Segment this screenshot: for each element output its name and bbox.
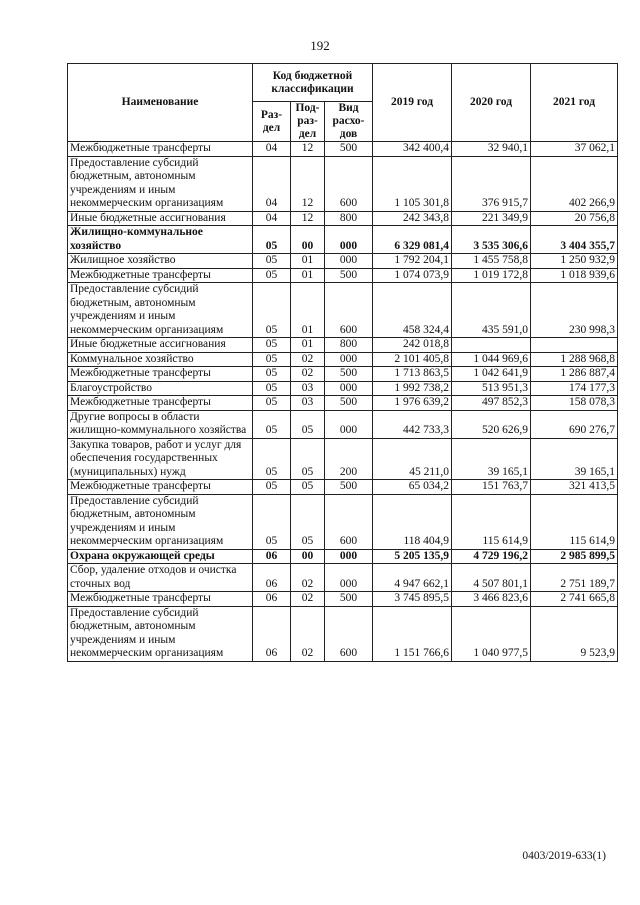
row-2020: 376 915,7: [452, 156, 531, 211]
row-name: Благоустройство: [68, 381, 253, 396]
row-name: Другие вопросы в области жилищно-коммунального хозяйства: [68, 410, 253, 438]
row-razdel: 06: [253, 592, 291, 607]
row-2021: 37 062,1: [531, 142, 618, 157]
row-2021: 39 165,1: [531, 438, 618, 480]
row-podrazdel: 05: [291, 438, 325, 480]
header-2019: 2019 год: [373, 64, 452, 142]
row-2021: 158 078,3: [531, 396, 618, 411]
row-2019: 118 404,9: [373, 494, 452, 549]
row-razdel: 04: [253, 156, 291, 211]
row-podrazdel: 02: [291, 352, 325, 367]
row-name: Межбюджетные трансферты: [68, 592, 253, 607]
table-row: [68, 480, 618, 495]
row-name: Охрана окружающей среды: [68, 549, 253, 564]
row-vid: 500: [325, 142, 373, 157]
row-2020: 39 165,1: [452, 438, 531, 480]
row-podrazdel: 02: [291, 592, 325, 607]
row-vid: 600: [325, 494, 373, 549]
row-razdel: 05: [253, 338, 291, 353]
table-row: [68, 156, 618, 211]
table-row: [68, 254, 618, 269]
row-razdel: 06: [253, 564, 291, 592]
row-2020: 1 044 969,6: [452, 352, 531, 367]
row-2019: 5 205 135,9: [373, 549, 452, 564]
header-podrazdel: Под-раз-дел: [291, 102, 325, 142]
table-row: [68, 142, 618, 157]
row-razdel: 05: [253, 381, 291, 396]
row-name: Жилищно-коммунальное хозяйство: [68, 226, 253, 254]
row-2020: 1 455 758,8: [452, 254, 531, 269]
row-podrazdel: 00: [291, 549, 325, 564]
row-podrazdel: 02: [291, 367, 325, 382]
row-podrazdel: 03: [291, 396, 325, 411]
header-code-group: Код бюджетной классификации: [253, 64, 373, 102]
row-2021: 1 250 932,9: [531, 254, 618, 269]
row-razdel: 05: [253, 396, 291, 411]
row-2020: 4 729 196,2: [452, 549, 531, 564]
row-name: Межбюджетные трансферты: [68, 367, 253, 382]
row-vid: 000: [325, 254, 373, 269]
row-podrazdel: 01: [291, 338, 325, 353]
table-row: [68, 396, 618, 411]
table-row: [68, 352, 618, 367]
table-row: [68, 410, 618, 438]
row-razdel: 05: [253, 283, 291, 338]
row-2019: 2 101 405,8: [373, 352, 452, 367]
row-podrazdel: 05: [291, 494, 325, 549]
row-2021: 321 413,5: [531, 480, 618, 495]
row-2021: 3 404 355,7: [531, 226, 618, 254]
row-2019: 3 745 895,5: [373, 592, 452, 607]
row-vid: 500: [325, 268, 373, 283]
row-2021: 20 756,8: [531, 211, 618, 226]
row-2019: 242 343,8: [373, 211, 452, 226]
table-row: [68, 606, 618, 661]
row-razdel: 04: [253, 211, 291, 226]
row-2019: 458 324,4: [373, 283, 452, 338]
row-podrazdel: 00: [291, 226, 325, 254]
row-podrazdel: 02: [291, 606, 325, 661]
row-2020: 497 852,3: [452, 396, 531, 411]
row-razdel: 05: [253, 494, 291, 549]
row-2019: 4 947 662,1: [373, 564, 452, 592]
row-2019: 242 018,8: [373, 338, 452, 353]
row-vid: 800: [325, 211, 373, 226]
row-razdel: 05: [253, 480, 291, 495]
row-2019: 1 713 863,5: [373, 367, 452, 382]
row-2021: 230 998,3: [531, 283, 618, 338]
row-razdel: 06: [253, 549, 291, 564]
header-razdel: Раз-дел: [253, 102, 291, 142]
row-name: Межбюджетные трансферты: [68, 396, 253, 411]
row-vid: 000: [325, 226, 373, 254]
row-2021: 1 288 968,8: [531, 352, 618, 367]
table-row: [68, 494, 618, 549]
row-razdel: 05: [253, 438, 291, 480]
row-podrazdel: 01: [291, 268, 325, 283]
row-2021: 402 266,9: [531, 156, 618, 211]
row-razdel: 05: [253, 410, 291, 438]
row-2019: 1 792 204,1: [373, 254, 452, 269]
row-2021: 1 286 887,4: [531, 367, 618, 382]
row-name: Иные бюджетные ассигнования: [68, 211, 253, 226]
row-vid: 000: [325, 564, 373, 592]
row-2019: 442 733,3: [373, 410, 452, 438]
row-2019: 1 105 301,8: [373, 156, 452, 211]
row-razdel: 05: [253, 254, 291, 269]
table-row: [68, 592, 618, 607]
row-podrazdel: 01: [291, 283, 325, 338]
row-razdel: 05: [253, 352, 291, 367]
table-row: [68, 549, 618, 564]
row-2019: 45 211,0: [373, 438, 452, 480]
row-name: Сбор, удаление отходов и очистка сточных вод: [68, 564, 253, 592]
row-name: Коммунальное хозяйство: [68, 352, 253, 367]
table-row: [68, 564, 618, 592]
row-vid: 600: [325, 156, 373, 211]
row-vid: 000: [325, 352, 373, 367]
row-2019: 1 151 766,6: [373, 606, 452, 661]
row-name: Предоставление субсидий бюджетным, автономным учреждениям и иным некоммерческим организациям: [68, 606, 253, 661]
row-vid: 500: [325, 367, 373, 382]
row-2021: [531, 338, 618, 353]
row-2019: 6 329 081,4: [373, 226, 452, 254]
row-2020: 32 940,1: [452, 142, 531, 157]
row-razdel: 04: [253, 142, 291, 157]
row-2020: 221 349,9: [452, 211, 531, 226]
row-2020: 151 763,7: [452, 480, 531, 495]
table-body: [68, 142, 618, 662]
budget-table: [67, 63, 618, 662]
header-2021: 2021 год: [531, 64, 618, 142]
row-2019: 342 400,4: [373, 142, 452, 157]
row-podrazdel: 05: [291, 480, 325, 495]
header-name: Наименование: [68, 64, 253, 142]
row-podrazdel: 03: [291, 381, 325, 396]
row-podrazdel: 12: [291, 142, 325, 157]
table-row: [68, 268, 618, 283]
row-2020: 115 614,9: [452, 494, 531, 549]
row-podrazdel: 12: [291, 156, 325, 211]
table-row: [68, 283, 618, 338]
row-name: Межбюджетные трансферты: [68, 268, 253, 283]
row-2019: 1 074 073,9: [373, 268, 452, 283]
row-2019: 65 034,2: [373, 480, 452, 495]
table-row: [68, 226, 618, 254]
row-name: Межбюджетные трансферты: [68, 142, 253, 157]
page-number: 192: [310, 38, 330, 53]
row-razdel: 05: [253, 226, 291, 254]
row-podrazdel: 12: [291, 211, 325, 226]
row-vid: 500: [325, 592, 373, 607]
table-row: [68, 367, 618, 382]
row-vid: 000: [325, 381, 373, 396]
row-2020: 1 019 172,8: [452, 268, 531, 283]
row-vid: 500: [325, 396, 373, 411]
row-2020: [452, 338, 531, 353]
row-2020: 435 591,0: [452, 283, 531, 338]
row-name: Закупка товаров, работ и услуг для обеспечения государственных (муниципальных) нужд: [68, 438, 253, 480]
row-vid: 000: [325, 410, 373, 438]
row-razdel: 06: [253, 606, 291, 661]
row-podrazdel: 01: [291, 254, 325, 269]
row-2019: 1 992 738,2: [373, 381, 452, 396]
row-2020: 4 507 801,1: [452, 564, 531, 592]
row-2021: 2 741 665,8: [531, 592, 618, 607]
row-2021: 1 018 939,6: [531, 268, 618, 283]
row-2021: 115 614,9: [531, 494, 618, 549]
row-name: Межбюджетные трансферты: [68, 480, 253, 495]
header-vid: Вид расхо-дов: [325, 102, 373, 142]
table-row: [68, 438, 618, 480]
row-vid: 500: [325, 480, 373, 495]
row-podrazdel: 02: [291, 564, 325, 592]
row-2020: 513 951,3: [452, 381, 531, 396]
header-2020: 2020 год: [452, 64, 531, 142]
row-2019: 1 976 639,2: [373, 396, 452, 411]
row-2021: 174 177,3: [531, 381, 618, 396]
row-name: Иные бюджетные ассигнования: [68, 338, 253, 353]
row-name: Предоставление субсидий бюджетным, автономным учреждениям и иным некоммерческим организациям: [68, 156, 253, 211]
table-row: [68, 211, 618, 226]
row-name: Жилищное хозяйство: [68, 254, 253, 269]
row-2021: 690 276,7: [531, 410, 618, 438]
row-vid: 800: [325, 338, 373, 353]
row-2021: 2 985 899,5: [531, 549, 618, 564]
row-podrazdel: 05: [291, 410, 325, 438]
row-2020: 1 042 641,9: [452, 367, 531, 382]
row-vid: 600: [325, 283, 373, 338]
row-vid: 000: [325, 549, 373, 564]
table-row: [68, 381, 618, 396]
row-vid: 600: [325, 606, 373, 661]
row-razdel: 05: [253, 367, 291, 382]
row-razdel: 05: [253, 268, 291, 283]
document-code: 0403/2019-633(1): [522, 850, 606, 862]
row-2020: 1 040 977,5: [452, 606, 531, 661]
row-2020: 3 466 823,6: [452, 592, 531, 607]
row-2021: 2 751 189,7: [531, 564, 618, 592]
row-name: Предоставление субсидий бюджетным, автономным учреждениям и иным некоммерческим организациям: [68, 494, 253, 549]
row-2020: 520 626,9: [452, 410, 531, 438]
row-name: Предоставление субсидий бюджетным, автономным учреждениям и иным некоммерческим организациям: [68, 283, 253, 338]
row-vid: 200: [325, 438, 373, 480]
row-2020: 3 535 306,6: [452, 226, 531, 254]
table-row: [68, 338, 618, 353]
row-2021: 9 523,9: [531, 606, 618, 661]
